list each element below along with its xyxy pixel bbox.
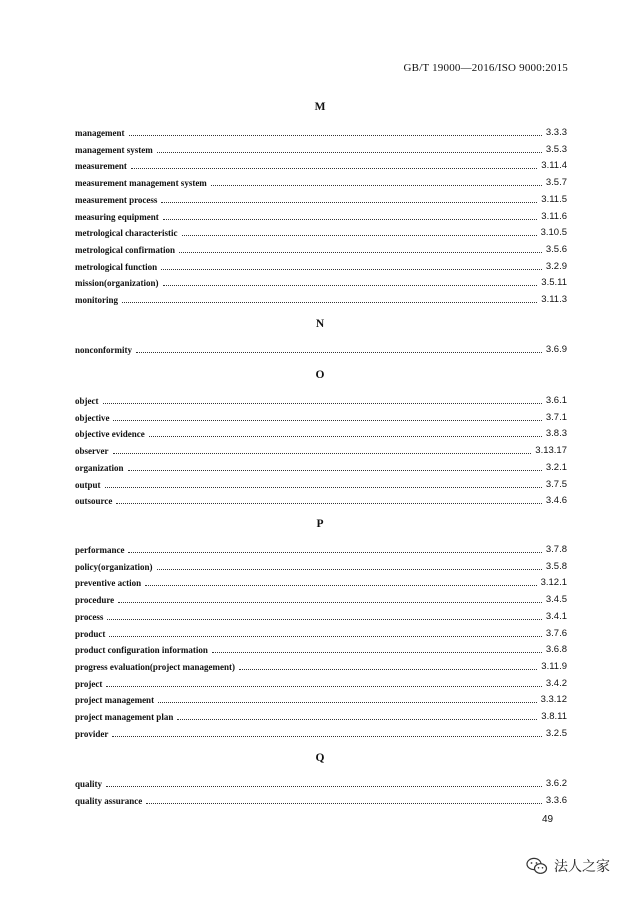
clause-reference: 3.2.9	[545, 260, 567, 272]
clause-reference: 3.3.12	[540, 694, 567, 706]
index-entry	[75, 175, 567, 189]
dot-leader	[161, 202, 537, 203]
index-entry	[75, 542, 567, 556]
clause-reference: 3.8.11	[541, 711, 567, 722]
dot-leader	[129, 135, 542, 136]
clause-reference: 3.4.2	[545, 677, 567, 689]
clause-reference: 3.7.1	[545, 411, 567, 423]
dot-leader	[109, 636, 542, 637]
clause-reference: 3.5.6	[545, 243, 567, 255]
clause-reference: 3.6.8	[545, 644, 567, 656]
dot-leader	[211, 185, 542, 186]
clause-reference: 3.11.6	[541, 210, 567, 222]
clause-reference: 3.5.7	[545, 177, 567, 189]
dot-leader	[239, 669, 537, 670]
dot-leader	[107, 619, 542, 620]
clause-reference: 3.7.8	[545, 544, 567, 555]
index-term: process	[75, 611, 104, 622]
clause-reference: 3.11.4	[541, 160, 567, 172]
dot-leader	[161, 269, 542, 270]
dot-leader	[182, 235, 537, 236]
index-entry	[75, 592, 567, 606]
index-entry	[75, 659, 567, 673]
watermark-text: 法人之家	[554, 859, 610, 875]
dot-leader	[118, 602, 542, 603]
clause-reference: 3.5.11	[541, 277, 567, 289]
index-entry	[75, 642, 567, 656]
index-entry	[75, 342, 567, 356]
clause-reference: 3.4.1	[545, 610, 567, 622]
index-term: product configuration information	[75, 645, 208, 656]
dot-leader	[163, 285, 538, 286]
clause-reference: 3.4.5	[545, 594, 567, 606]
index-term: performance	[75, 545, 125, 555]
clause-reference: 3.4.6	[545, 495, 567, 507]
watermark	[526, 856, 610, 876]
clause-reference: 3.5.8	[545, 560, 567, 572]
section-letter: Q	[315, 752, 325, 764]
clause-reference: 3.11.9	[541, 660, 567, 672]
index-entry	[75, 559, 567, 573]
clause-reference: 3.13.17	[535, 445, 567, 457]
index-entry	[75, 209, 567, 223]
index-entry	[75, 460, 567, 474]
dot-leader	[212, 652, 542, 653]
index-term: project management	[75, 695, 155, 706]
index-term: product	[75, 628, 106, 639]
clause-reference: 3.3.6	[545, 794, 567, 806]
clause-reference: 3.2.1	[545, 461, 567, 473]
index-term: output	[75, 479, 101, 490]
page-number: 49	[542, 814, 554, 825]
clause-reference: 3.7.6	[545, 627, 567, 639]
dot-leader	[179, 252, 542, 253]
clause-reference: 3.6.2	[545, 778, 567, 789]
index-entry	[75, 776, 567, 790]
dot-leader	[122, 302, 537, 303]
index-term: preventive action	[75, 578, 142, 589]
index-term: mission(organization)	[75, 278, 159, 289]
clause-reference: 3.2.5	[545, 727, 567, 739]
clause-reference: 3.5.3	[545, 143, 567, 155]
index-term: management system	[75, 144, 153, 155]
index-term: procedure	[75, 595, 115, 606]
dot-leader	[103, 403, 542, 404]
index-term: measurement process	[75, 194, 158, 205]
clause-reference: 3.6.9	[545, 344, 567, 355]
index-term: outsource	[75, 496, 113, 507]
dot-leader	[158, 702, 537, 703]
index-term: metrological function	[75, 261, 158, 272]
index-term: project	[75, 678, 103, 689]
index-entry	[75, 426, 567, 440]
clause-reference: 3.12.1	[540, 577, 567, 589]
dot-leader	[106, 686, 542, 687]
index-entry	[75, 158, 567, 172]
dot-leader	[177, 719, 537, 720]
section-letter: M	[314, 101, 326, 113]
index-term: objective	[75, 412, 110, 423]
index-entry	[75, 192, 567, 206]
index-entry	[75, 242, 567, 256]
index-term: policy(organization)	[75, 561, 153, 572]
clause-reference: 3.3.3	[545, 127, 567, 138]
dot-leader	[157, 152, 542, 153]
dot-leader	[146, 803, 542, 804]
index-term: measuring equipment	[75, 211, 159, 222]
wechat-logo-icon	[526, 857, 548, 875]
index-entry	[75, 493, 567, 507]
index-term: objective evidence	[75, 429, 145, 440]
index-entry	[75, 393, 567, 407]
index-entry	[75, 709, 567, 723]
clause-reference: 3.11.5	[541, 193, 567, 205]
index-term: nonconformity	[75, 345, 132, 355]
index-entry	[75, 259, 567, 273]
dot-leader	[131, 168, 537, 169]
index-term: measurement	[75, 161, 127, 172]
index-term: observer	[75, 446, 109, 457]
index-entry	[75, 125, 567, 139]
clause-reference: 3.8.3	[545, 428, 567, 440]
section-letter: O	[315, 369, 325, 381]
index-entry	[75, 477, 567, 491]
section-letter: P	[316, 518, 324, 530]
clause-reference: 3.6.1	[545, 395, 567, 406]
dot-leader	[112, 736, 542, 737]
index-entry	[75, 275, 567, 289]
dot-leader	[116, 503, 542, 504]
index-term: organization	[75, 462, 124, 473]
section-letter: N	[315, 318, 325, 330]
index-entry	[75, 410, 567, 424]
index-entry	[75, 676, 567, 690]
index-entry	[75, 292, 567, 306]
index-entry	[75, 692, 567, 706]
index-term: measurement management system	[75, 178, 207, 189]
index-term: quality assurance	[75, 795, 143, 806]
dot-leader	[128, 470, 542, 471]
dot-leader	[157, 569, 542, 570]
clause-reference: 3.10.5	[540, 227, 567, 239]
index-entry	[75, 793, 567, 807]
dot-leader	[145, 585, 537, 586]
dot-leader	[113, 453, 532, 454]
index-term: monitoring	[75, 295, 119, 305]
index-entry	[75, 443, 567, 457]
index-term: quality	[75, 779, 103, 789]
index-term: progress evaluation(project management)	[75, 661, 235, 672]
dot-leader	[106, 786, 542, 787]
dot-leader	[128, 552, 541, 553]
dot-leader	[113, 420, 541, 421]
index-term: management	[75, 128, 125, 138]
index-entry	[75, 142, 567, 156]
index-term: metrological characteristic	[75, 228, 178, 239]
dot-leader	[105, 487, 542, 488]
clause-reference: 3.11.3	[541, 294, 567, 305]
dot-leader	[163, 219, 538, 220]
index-term: metrological confirmation	[75, 244, 176, 255]
index-entry	[75, 609, 567, 623]
index-entry	[75, 225, 567, 239]
index-term: project management plan	[75, 712, 174, 722]
clause-reference: 3.7.5	[545, 478, 567, 490]
index-term: object	[75, 396, 99, 406]
index-entry	[75, 626, 567, 640]
dot-leader	[149, 436, 542, 437]
page-header: GB/T 19000—2016/ISO 9000:2015	[403, 62, 568, 74]
index-entry	[75, 726, 567, 740]
index-term: provider	[75, 728, 109, 739]
index-entry	[75, 575, 567, 589]
dot-leader	[136, 352, 542, 353]
